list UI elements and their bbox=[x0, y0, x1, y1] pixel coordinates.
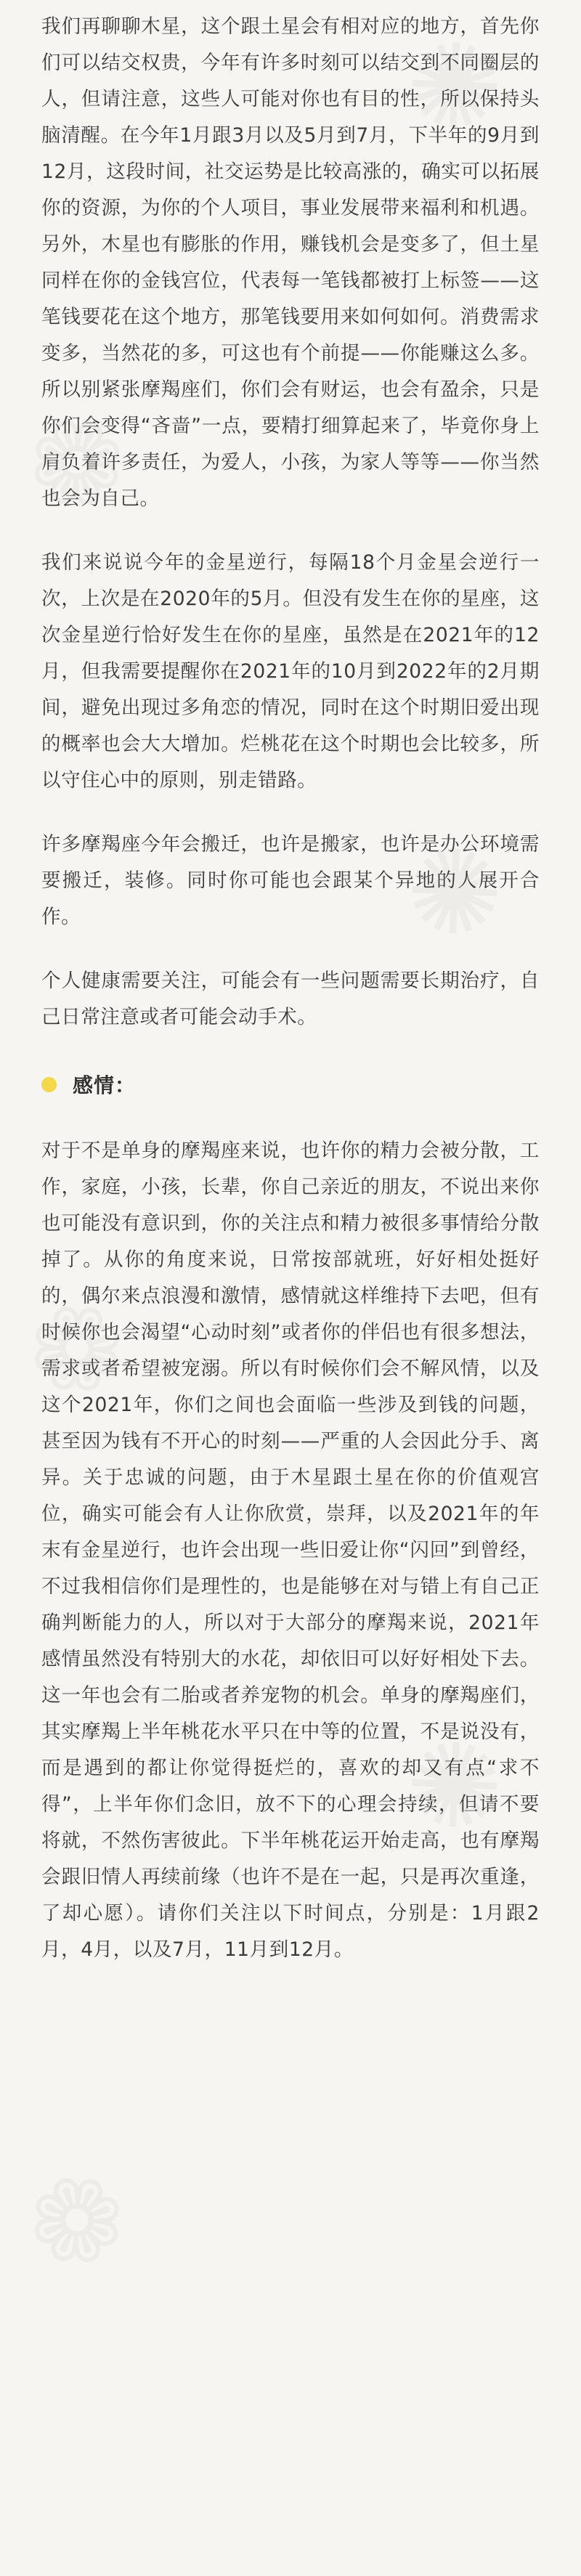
paragraph-relocation: 许多摩羯座今年会搬迁，也许是搬家，也许是办公环境需要搬迁，装修。同时你可能也会跟某个异地的人展开合作。 bbox=[41, 833, 540, 928]
section-heading-love bbox=[41, 1066, 540, 1102]
paragraph-health: 个人健康需要关注，可能会有一些问题需要长期治疗，自己日常注意或者可能会动手术。 bbox=[41, 970, 540, 1028]
bullet-dot-icon bbox=[41, 1077, 57, 1092]
watermark-glyph bbox=[12, 2151, 144, 2293]
paragraph-relationship: 对于不是单身的摩羯座来说，也许你的精力会被分散，工作，家庭，小孩，长辈，你自己亲近的朋友，不说出来你也可能没有意识到，你的关注点和精力被很多事情给分散掉了。从你的角度来说，日常按部就班，好好相处挺好的，偶尔来点浪漫和激情，感情就这样维持下去吧，但有时候你也会渴望“心动时刻”或者你的伴侣也有很多想法，需求或者希望被宠溺。所以有时候你们会不解风情，以及这个2021年，你们之间也会面临一些涉及到钱的问题，甚至因为钱有不开心的时刻——严重的人会因此分手、离异。关于忠诚的问题，由于木星跟土星在你的价值观宫位，确实可能会有人让你欣赏，崇拜，以及2021年的年末有金星逆行，也许会出现一些旧爱让你“闪回”到曾经，不过我相信你们是理性的，也是能够在对与错上有自己正确判断能力的人，所以对于大部分的摩羯来说，2021年感情虽然没有特别大的水花，却依旧可以好好相处下去。这一年也会有二胎或者养宠物的机会。单身的摩羯座们，其实摩羯上半年桃花水平只在中等的位置，不是说没有，而是遇到的都让你觉得挺烂的，喜欢的却又有点“求不得”，上半年你们念旧，放不下的心理会持续，但请不要将就，不然伤害彼此。下半年桃花运开始走高，也有摩羯会跟旧情人再续前缘（也许不是在一起，只是再次重逢，了却心愿）。请你们关注以下时间点，分别是：1月跟2月，4月，以及7月，11月到12月。 bbox=[41, 1139, 540, 1961]
article-body bbox=[41, 0, 540, 1996]
paragraph-venus-retrograde: 我们来说说今年的金星逆行，每隔18个月金星会逆行一次，上次是在2020年的5月。但没有发生在你的星座，这次金星逆行恰好发生在你的星座，虽然是在2021年的12月，但我需要提醒你在2021年的10月到2022年的2月期间，避免出现过多角恋的情况，同时在这个时期旧爱出现的概率也会大大增加。烂桃花在这个时期也会比较多，所以守住心中的原则，别走错路。 bbox=[41, 551, 540, 792]
section-title: 感情： bbox=[73, 1073, 137, 1097]
paragraph-jupiter: 我们再聊聊木星，这个跟土星会有相对应的地方，首先你们可以结交权贵，今年有许多时刻可以结交到不同圈层的人，但请注意，这些人可能对你也有目的性，所以保持头脑清醒。在今年1月跟3月以及5月到7月，下半年的9月到12月，这段时间，社交运势是比较高涨的，确实可以拓展你的资源，为你的个人项目，事业发展带来福利和机遇。另外，木星也有膨胀的作用，赚钱机会是变多了，但土星同样在你的金钱宫位，代表每一笔钱都被打上标签——这笔钱要花在这个地方，那笔钱要用来如何如何。消费需求变多，当然花的多，可这也有个前提——你能赚这么多。所以别紧张摩羯座们，你们会有财运，也会有盈余，只是你们会变得“吝啬”一点，要精打细算起来了，毕竟你身上肩负着许多责任，为爱人，小孩，为家人等等——你当然也会为自己。 bbox=[41, 15, 540, 510]
